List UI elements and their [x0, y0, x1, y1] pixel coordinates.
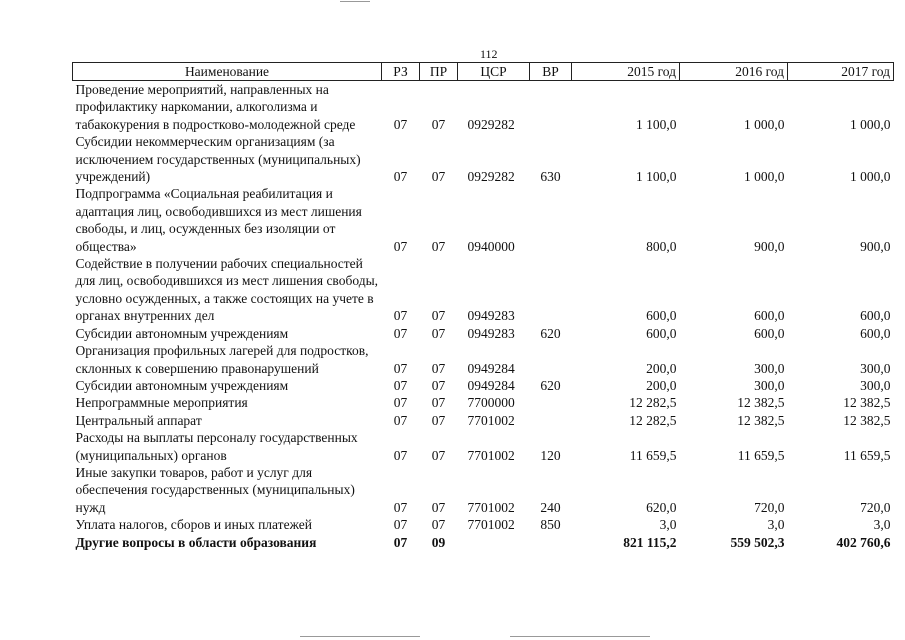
table-row: [73, 325, 894, 342]
cell-vr: 630: [540, 169, 561, 185]
cell-csr: 0929282: [467, 169, 515, 185]
cell-y2016: 12 382,5: [737, 412, 785, 428]
cell-rz: 07: [393, 308, 408, 324]
table-row: [73, 429, 894, 464]
table-row: [73, 81, 894, 134]
budget-table: [72, 62, 894, 551]
cell-y2015: 11 659,5: [629, 447, 677, 463]
cell-rz: 07: [393, 116, 408, 132]
table-row: [73, 185, 894, 255]
cell-y2017: 11 659,5: [843, 447, 891, 463]
cell-y2015: 1 100,0: [636, 169, 677, 185]
cell-pr: 07: [431, 169, 446, 185]
cell-name: Расходы на выплаты персоналу государственных (муниципальных) органов: [75, 430, 358, 463]
cell-vr: [530, 342, 572, 377]
top-scan-line: [340, 1, 370, 2]
cell-name: Непрограммные мероприятия: [75, 395, 248, 411]
cell-y2015: 12 282,5: [629, 412, 677, 428]
cell-name: Другие вопросы в области образования: [75, 534, 317, 550]
cell-y2017: 12 382,5: [843, 412, 891, 428]
cell-y2015: 200,0: [646, 377, 677, 393]
table-header-row: [73, 63, 894, 81]
cell-pr: 07: [431, 116, 446, 132]
header-vr: ВР: [530, 63, 572, 81]
cell-vr: [530, 185, 572, 255]
cell-csr: 0940000: [467, 238, 515, 254]
cell-rz: 07: [393, 377, 408, 393]
cell-csr: 0949283: [467, 325, 515, 341]
cell-vr: [530, 412, 572, 429]
cell-rz: 07: [393, 412, 408, 428]
cell-pr: 07: [431, 308, 446, 324]
cell-csr: 7701002: [467, 499, 515, 515]
cell-csr: [458, 534, 530, 551]
cell-y2017: 1 000,0: [850, 169, 891, 185]
cell-rz: 07: [393, 499, 408, 515]
cell-csr: 7701002: [467, 412, 515, 428]
cell-rz: 07: [393, 169, 408, 185]
table-row: [73, 516, 894, 533]
cell-y2017: 300,0: [860, 360, 891, 376]
cell-vr: [530, 394, 572, 411]
cell-pr: 09: [431, 534, 446, 550]
header-csr: ЦСР: [458, 63, 530, 81]
cell-csr: 0929282: [467, 116, 515, 132]
cell-y2015: 600,0: [646, 308, 677, 324]
table-row: [73, 394, 894, 411]
cell-y2015: 821 115,2: [623, 534, 677, 550]
cell-y2017: 600,0: [860, 325, 891, 341]
cell-vr: 620: [540, 325, 561, 341]
cell-y2017: 300,0: [860, 377, 891, 393]
cell-y2017: 600,0: [860, 308, 891, 324]
cell-y2016: 600,0: [754, 325, 785, 341]
header-2015: 2015 год: [572, 63, 680, 81]
cell-vr: [530, 534, 572, 551]
cell-csr: 0949284: [467, 360, 515, 376]
bottom-scan-line: [510, 636, 650, 637]
cell-name: Содействие в получении рабочих специальностей для лиц, освободившихся из мест лишения свободы, условно осужденных, а также состоящих на учете в органах внутренних дел: [75, 256, 379, 324]
table-row: [73, 464, 894, 516]
cell-name: Иные закупки товаров, работ и услуг для обеспечения государственных (муниципальных) нужд: [75, 464, 355, 515]
cell-y2016: 1 000,0: [744, 169, 785, 185]
cell-name: Подпрограмма «Социальная реабилитация и адаптация лиц, освободившихся из мест лишения свободы, и лиц, осужденных без изоляции от общества»: [75, 186, 362, 254]
cell-name: Организация профильных лагерей для подростков, склонных к совершению правонарушений: [75, 343, 369, 376]
cell-pr: 07: [431, 412, 446, 428]
cell-name: Центральный аппарат: [75, 412, 202, 428]
cell-pr: 07: [431, 238, 446, 254]
table-row: [73, 342, 894, 377]
table-body: [73, 81, 894, 551]
cell-vr: 850: [540, 517, 561, 533]
cell-y2015: 620,0: [646, 499, 677, 515]
cell-csr: 0949284: [467, 377, 515, 393]
cell-y2015: 3,0: [659, 517, 677, 533]
page-number: 112: [480, 47, 498, 61]
cell-rz: 07: [393, 447, 408, 463]
cell-pr: 07: [431, 325, 446, 341]
cell-y2017: 1 000,0: [850, 116, 891, 132]
cell-name: Уплата налогов, сборов и иных платежей: [75, 517, 312, 533]
header-rz: РЗ: [382, 63, 420, 81]
table-row: [73, 377, 894, 394]
cell-vr: 240: [540, 499, 561, 515]
cell-rz: 07: [393, 534, 408, 550]
cell-csr: 7701002: [467, 447, 515, 463]
cell-y2017: 720,0: [860, 499, 891, 515]
cell-pr: 07: [431, 377, 446, 393]
cell-csr: 0949283: [467, 308, 515, 324]
cell-pr: 07: [431, 499, 446, 515]
cell-name: Проведение мероприятий, направленных на профилактику наркомании, алкоголизма и табакокурения в подростково-молодежной среде: [75, 82, 356, 132]
cell-y2016: 300,0: [754, 377, 785, 393]
cell-y2016: 1 000,0: [744, 116, 785, 132]
cell-vr: 120: [540, 447, 561, 463]
cell-name: Субсидии автономным учреждениям: [75, 377, 289, 393]
cell-y2017: 402 760,6: [836, 534, 891, 550]
cell-pr: 07: [431, 360, 446, 376]
cell-y2017: 900,0: [860, 238, 891, 254]
cell-vr: [530, 81, 572, 134]
header-name: Наименование: [73, 63, 382, 81]
bottom-scan-line: [300, 636, 420, 637]
cell-name: Субсидии автономным учреждениям: [75, 325, 289, 341]
cell-rz: 07: [393, 238, 408, 254]
cell-pr: 07: [431, 517, 446, 533]
cell-vr: 620: [540, 377, 561, 393]
header-2017: 2017 год: [788, 63, 894, 81]
cell-csr: 7700000: [467, 395, 515, 411]
cell-csr: 7701002: [467, 517, 515, 533]
cell-y2016: 720,0: [754, 499, 785, 515]
cell-rz: 07: [393, 360, 408, 376]
cell-y2015: 800,0: [646, 238, 677, 254]
header-pr: ПР: [420, 63, 458, 81]
cell-y2015: 200,0: [646, 360, 677, 376]
table-row: [73, 412, 894, 429]
table-row: [73, 534, 894, 551]
cell-pr: 07: [431, 395, 446, 411]
cell-rz: 07: [393, 517, 408, 533]
cell-y2016: 559 502,3: [730, 534, 785, 550]
cell-y2016: 600,0: [754, 308, 785, 324]
cell-pr: 07: [431, 447, 446, 463]
header-2016: 2016 год: [680, 63, 788, 81]
cell-y2016: 900,0: [754, 238, 785, 254]
cell-y2015: 600,0: [646, 325, 677, 341]
cell-y2016: 12 382,5: [737, 395, 785, 411]
cell-y2017: 3,0: [873, 517, 891, 533]
cell-y2017: 12 382,5: [843, 395, 891, 411]
cell-rz: 07: [393, 325, 408, 341]
cell-vr: [530, 255, 572, 325]
cell-y2015: 12 282,5: [629, 395, 677, 411]
cell-rz: 07: [393, 395, 408, 411]
table-row: [73, 133, 894, 185]
cell-y2016: 3,0: [767, 517, 785, 533]
table-row: [73, 255, 894, 325]
cell-y2016: 11 659,5: [737, 447, 785, 463]
cell-name: Субсидии некоммерческим организациям (за исключением государственных (муниципальных) учреждений): [75, 134, 361, 185]
cell-y2016: 300,0: [754, 360, 785, 376]
cell-y2015: 1 100,0: [636, 116, 677, 132]
